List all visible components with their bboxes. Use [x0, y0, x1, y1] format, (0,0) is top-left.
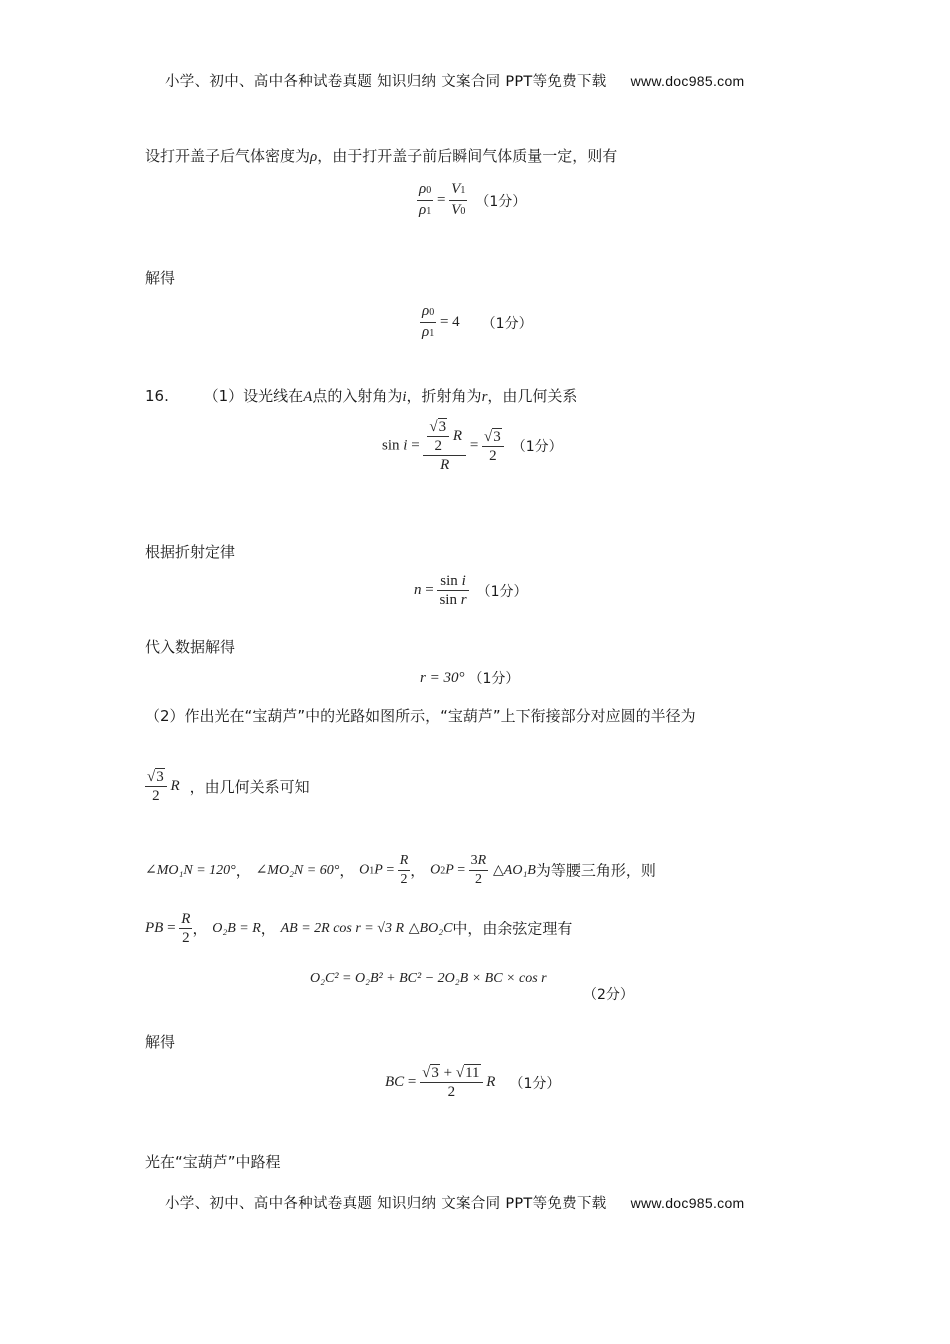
o2b-eq: O₂B = R	[212, 920, 261, 936]
angles-line: ∠MO₁N = 120°， ∠MO₂N = 60°， O1P = $\frac{R}{2}$ ， O2P = $\frac{3R}{2}$ △AO₁B为等腰三角形，则	[145, 853, 656, 887]
equation-bc: BC = $\frac{√3 + √11}{2}$ R （1分）	[385, 1065, 561, 1100]
question-16-intro	[145, 386, 577, 407]
score-4: （1分）	[476, 583, 528, 600]
radius-expression: $\frac{√3}{2}$ R ，由几何关系可知	[147, 769, 310, 804]
substitute-label: 代入数据解得	[145, 638, 236, 656]
q16-text-d: ，由几何关系	[487, 387, 578, 405]
r-value: r = 30°	[420, 669, 465, 686]
part-2-intro: （2）作出光在“宝葫芦”中的光路如图所示，“宝葫芦”上下衔接部分对应圆的半径为	[145, 707, 696, 725]
score-2: （1分）	[481, 315, 533, 332]
q16-text-b: 点的入射角为	[312, 387, 403, 405]
segments-line: PB = $\frac{R}{2}$ ， O₂B = R， AB = 2R cos r = √3 R △BO₂C中，由余弦定理有	[145, 911, 573, 946]
density-result-value: = 4	[439, 313, 460, 330]
solve-label-2: 解得	[145, 1033, 176, 1051]
question-number: 16.	[145, 387, 169, 405]
density-intro: 设打开盖子后气体密度为	[145, 147, 311, 165]
equation-sin-i: sin i = $\frac{√3}{2}$ R R = $\frac{√3}{2}$ （1分）	[382, 419, 563, 473]
score-7: （1分）	[509, 1075, 561, 1092]
density-rest: ，由于打开盖子前后瞬间气体质量一定，则有	[317, 147, 618, 165]
ab-eq: AB = 2R cos r = √3 R	[280, 920, 404, 936]
cosine-law-text: 中，由余弦定理有	[452, 919, 573, 938]
header-url[interactable]: www.doc985.com	[630, 73, 745, 89]
geometry-text: ，由几何关系可知	[189, 777, 310, 796]
equation-refraction: n = $\frac{\text{sin i}}{\text{sin r}}$ （1分）	[414, 573, 528, 608]
angle-r: r	[481, 389, 488, 405]
score-6-wrap	[575, 984, 634, 1004]
page-header	[165, 70, 745, 91]
angle-mo1n: ∠MO₁N = 120°	[145, 863, 236, 878]
q16-text-a: （1）设光线在	[203, 387, 304, 405]
cosine-eq: O₂C² = O₂B² + BC² − 2O₂B × BC × cos r	[310, 971, 547, 986]
score-3: （1分）	[511, 439, 563, 455]
q16-text-c: ，折射角为	[406, 387, 482, 405]
point-a: A	[303, 389, 313, 405]
equation-density-result: $\frac{\rho 0}{\rho 1}$ = 4 （1分）	[422, 303, 533, 340]
score-6: （2分）	[583, 987, 634, 1003]
equation-cosine-law	[310, 968, 547, 987]
footer-text: 小学、初中、高中各种试卷真题 知识归纳 文案合同 PPT等免费下载	[165, 1196, 607, 1212]
path-label: 光在“宝葫芦”中路程	[145, 1153, 281, 1171]
page-footer	[165, 1192, 745, 1213]
rho-symbol: ρ	[310, 149, 318, 165]
solve-label-1: 解得	[145, 269, 176, 287]
equation-r-30	[420, 668, 519, 688]
paragraph-density	[145, 146, 617, 167]
angle-i: i	[402, 389, 407, 405]
refraction-law-label: 根据折射定律	[145, 543, 236, 561]
score-1: （1分）	[475, 193, 527, 210]
equation-density-ratio: $\frac{\rho 0}{\rho 1}$ = $\frac{V1}{V0}$ （1分）	[419, 181, 527, 218]
triangle-ao1b: △AO₁B	[493, 863, 536, 878]
header-text: 小学、初中、高中各种试卷真题 知识归纳 文案合同 PPT等免费下载	[165, 74, 607, 90]
isosceles-text: 为等腰三角形，则	[535, 861, 656, 880]
angle-mo2n: ∠MO₂N = 60°	[255, 863, 340, 878]
footer-url[interactable]: www.doc985.com	[630, 1195, 745, 1211]
triangle-bo2c: △BO₂C	[408, 921, 453, 936]
score-5: （1分）	[468, 671, 520, 687]
